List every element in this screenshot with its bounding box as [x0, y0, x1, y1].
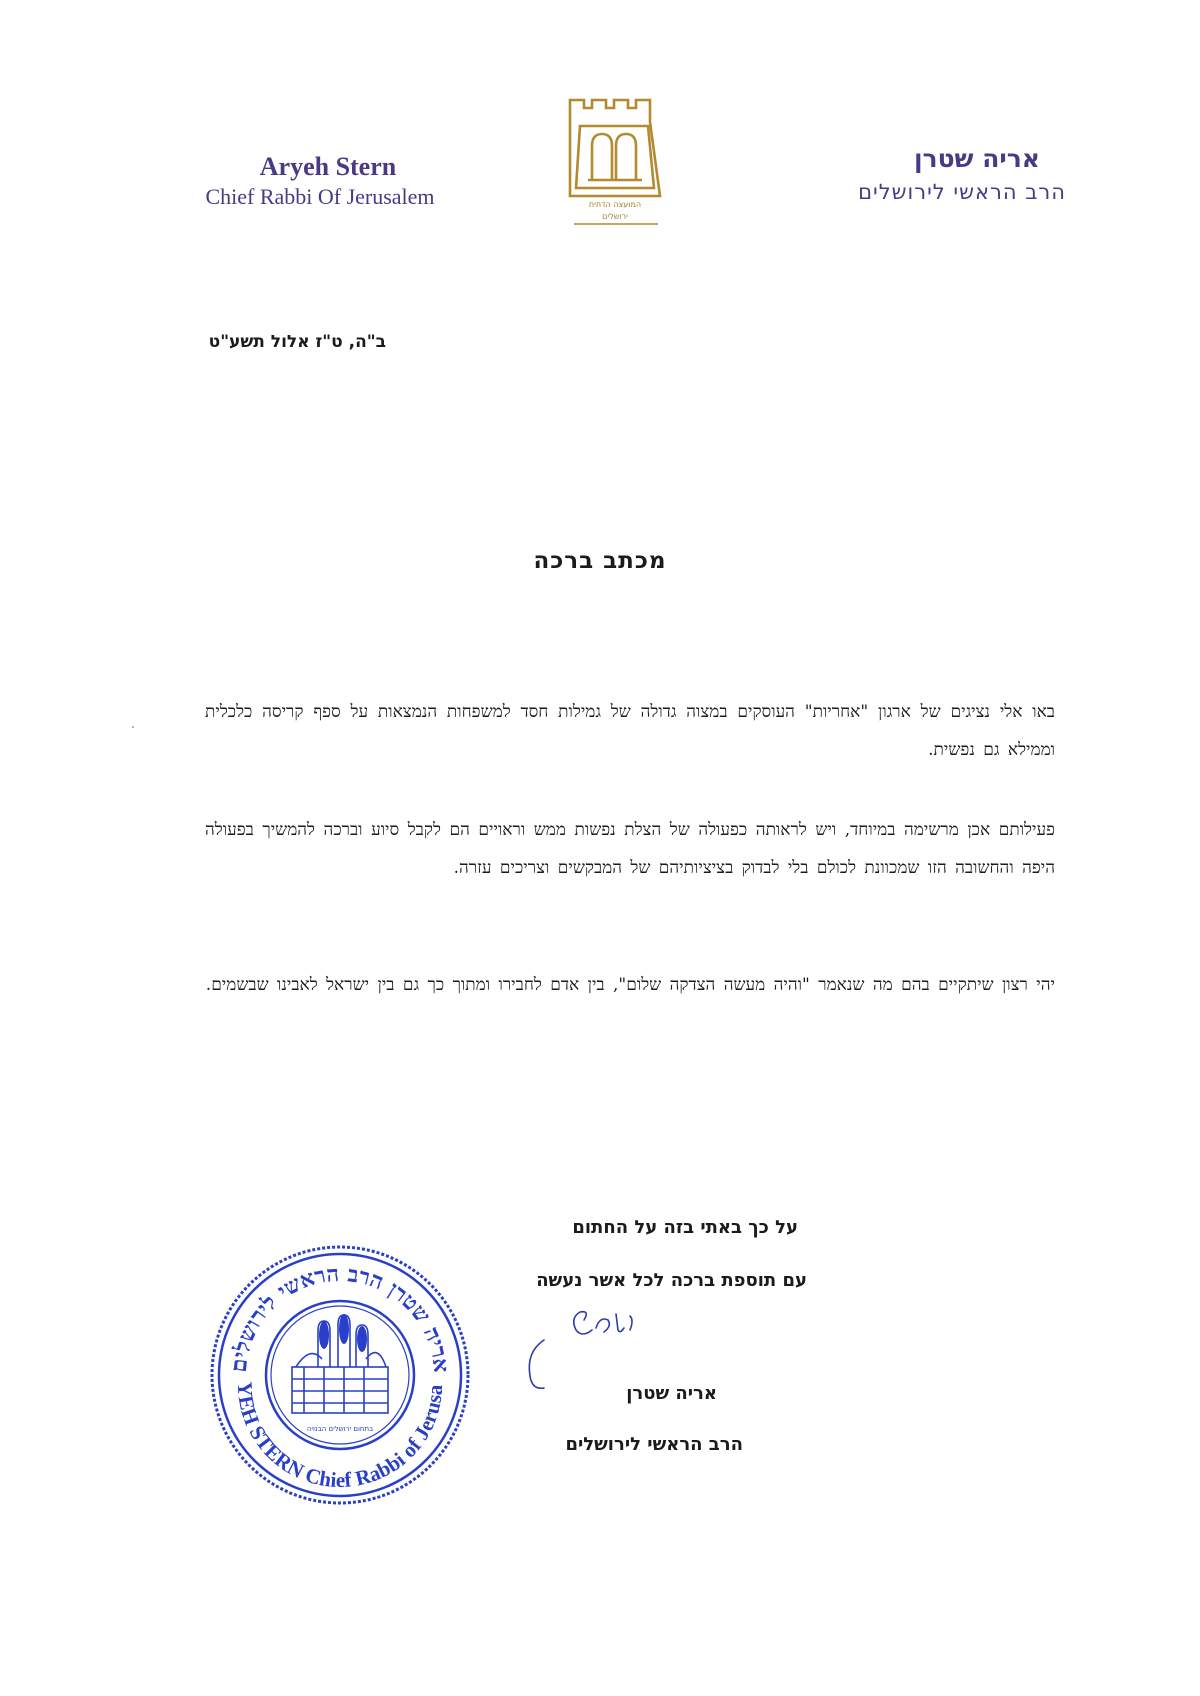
body-paragraph: פעילותם אכן מרשימה במיוחד, ויש לראותה כפעולה של הצלת נפשות ממש וראויים הם לקבל סיוע וברכה להמשיך בפעולה היפה והחשובה הזו שמכוונת לכולם בלי לבדוק בציציותיהם של המבקשים וצריכים עזרה. — [205, 820, 1055, 878]
closing-line-1: על כך באתי בזה על החתום — [572, 1217, 798, 1238]
logo-caption-city: ירושלים — [602, 212, 628, 221]
hebrew-title: הרב הראשי לירושלים — [858, 180, 1066, 204]
hebrew-name: אריה שטרן — [913, 144, 1040, 173]
letter-date: ב"ה, ט"ז אלול תשע"ט — [208, 332, 386, 352]
logo-caption-council: המועצה הדתית — [588, 200, 642, 209]
scan-speck — [132, 726, 134, 728]
tower-emblem-icon — [562, 96, 668, 228]
english-title: Chief Rabbi Of Jerusalem — [205, 184, 435, 209]
signer-title: הרב הראשי לירושלים — [565, 1434, 743, 1455]
rabbinical-seal — [200, 1235, 480, 1515]
seal-english-text: YEH STERN Chief Rabbi of Jerusa — [232, 1381, 448, 1493]
english-name: Aryeh Stern — [259, 152, 397, 181]
signer-name: אריה שטרן — [626, 1383, 717, 1404]
seal-graphic — [200, 1235, 480, 1515]
body-paragraph: יהי רצון שיתקיים בהם מה שנאמר "והיה מעשה הצדקה שלום", בין אדם לחבירו ומתוך כך גם בין ישראל לאבינו שבשמים. — [205, 975, 1055, 995]
body-paragraph: באו אלי נציגים של ארגון "אחריות" העוסקים במצוה גדולה של גמילות חסד למשפחות הנמצאות על ספף קריסה כלכלית וממילא גם נפשית. — [205, 702, 1055, 760]
seal-inner-caption: בתחום ירושלים הבנויה — [306, 1425, 374, 1433]
closing-line-2: עם תוספת ברכה לכל אשר נעשה — [536, 1270, 807, 1291]
seal-hebrew-text: אריה שטרן הרב הראשי לירושלים — [225, 1260, 455, 1374]
letter-title: מכתב ברכה — [533, 548, 667, 574]
